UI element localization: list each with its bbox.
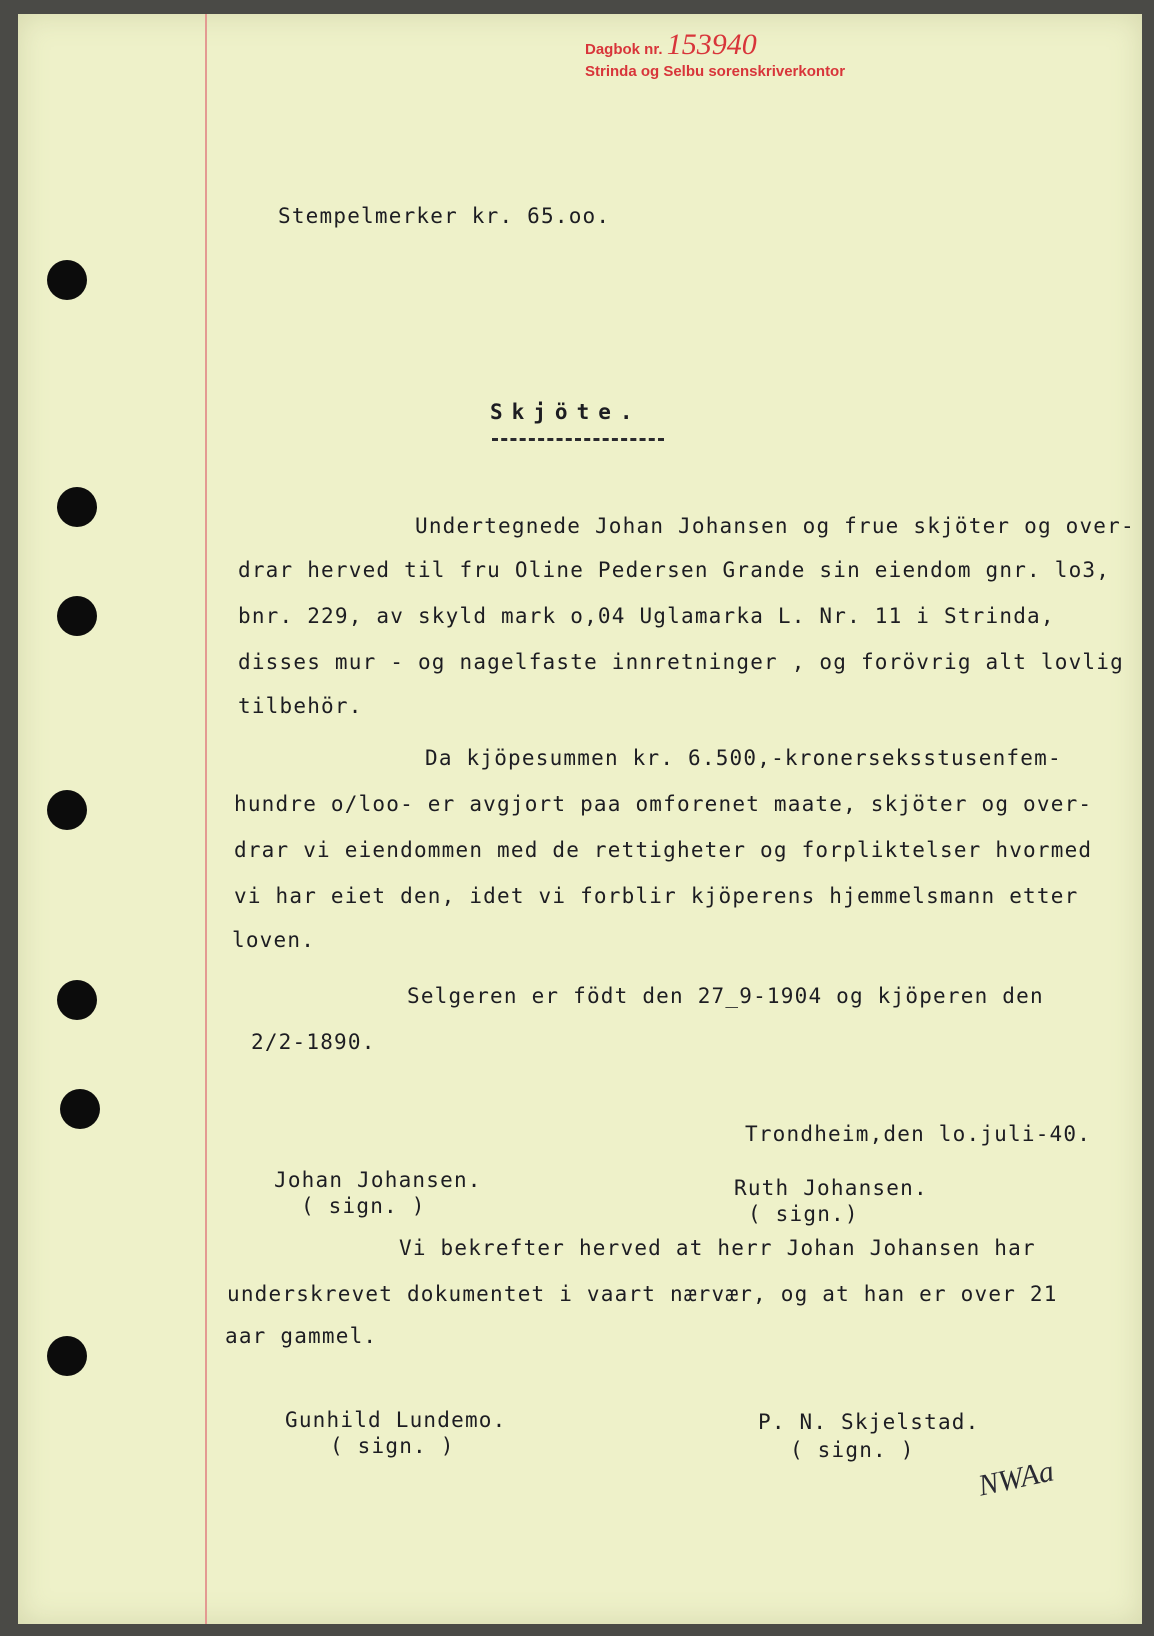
paragraph-line: Undertegnede Johan Johansen og frue skjöter og over- bbox=[415, 514, 1135, 538]
paragraph-line: disses mur - og nagelfaste innretninger , og forövrig alt lovlig bbox=[238, 650, 1124, 674]
punch-hole bbox=[47, 260, 87, 300]
paragraph-line: vi har eiet den, idet vi forblir kjöperens hjemmelsmann etter bbox=[234, 884, 1079, 908]
stamp-number: 1539 bbox=[666, 28, 727, 61]
witness-name: Gunhild Lundemo. bbox=[285, 1408, 507, 1432]
document-page bbox=[18, 14, 1142, 1624]
document-title: Skjöte. bbox=[490, 400, 642, 424]
punch-hole bbox=[57, 596, 97, 636]
place-date: Trondheim,den lo.juli-40. bbox=[745, 1122, 1092, 1146]
paragraph-line: tilbehör. bbox=[238, 694, 363, 718]
witness-sign: ( sign. ) bbox=[330, 1434, 455, 1458]
signer-name: Ruth Johansen. bbox=[734, 1176, 928, 1200]
paragraph-line: aar gammel. bbox=[225, 1324, 378, 1348]
punch-hole bbox=[57, 980, 97, 1020]
paragraph-line: Da kjöpesummen kr. 6.500,-kronerseksstusenfem- bbox=[425, 746, 1062, 770]
paragraph-line: underskrevet dokumentet i vaart nærvær, og at han er over 21 bbox=[227, 1282, 1058, 1306]
punch-hole bbox=[60, 1089, 100, 1129]
paragraph-line: hundre o/loo- er avgjort paa omforenet maate, skjöter og over- bbox=[234, 792, 1093, 816]
paragraph-line: 2/2-1890. bbox=[251, 1030, 376, 1054]
stamp-prefix: Dagbok nr. bbox=[585, 41, 663, 58]
handwritten-initials: NWAa bbox=[975, 1454, 1057, 1503]
witness-name: P. N. Skjelstad. bbox=[758, 1410, 980, 1434]
paragraph-line: Selgeren er födt den 27_9-1904 og kjöperen den bbox=[407, 984, 1044, 1008]
paragraph-line: Vi bekrefter herved at herr Johan Johansen har bbox=[399, 1236, 1036, 1260]
title-underline bbox=[492, 438, 664, 441]
punch-hole bbox=[47, 1336, 87, 1376]
stamp-year: 40 bbox=[726, 28, 757, 61]
witness-sign: ( sign. ) bbox=[790, 1438, 915, 1462]
paragraph-line: drar vi eiendommen med de rettigheter og forpliktelser hvormed bbox=[234, 838, 1093, 862]
paragraph-line: drar herved til fru Oline Pedersen Grande sin eiendom gnr. lo3, bbox=[238, 558, 1111, 582]
registry-stamp bbox=[585, 28, 846, 83]
signer-sign: ( sign. ) bbox=[301, 1194, 426, 1218]
paragraph-line: loven. bbox=[232, 928, 316, 952]
stamp-fee: Stempelmerker kr. 65.oo. bbox=[278, 204, 611, 228]
punch-hole bbox=[57, 487, 97, 527]
paragraph-line: bnr. 229, av skyld mark o,04 Uglamarka L. Nr. 11 i Strinda, bbox=[238, 604, 1055, 628]
signer-sign: ( sign.) bbox=[748, 1202, 859, 1226]
punch-hole bbox=[47, 790, 87, 830]
stamp-office: Strinda og Selbu sorenskriverkontor bbox=[585, 63, 846, 80]
margin-line bbox=[205, 14, 207, 1624]
signer-name: Johan Johansen. bbox=[274, 1168, 482, 1192]
